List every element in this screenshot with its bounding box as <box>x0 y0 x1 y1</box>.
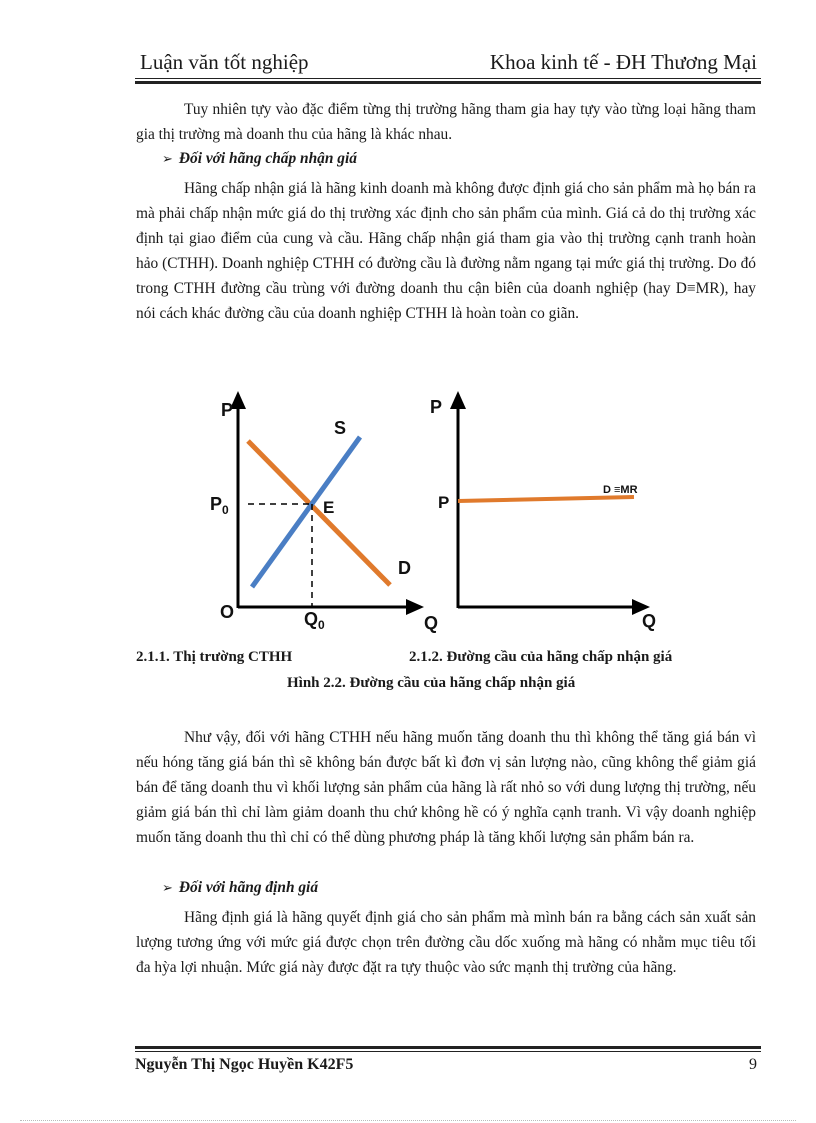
right-p-axis-label: P <box>430 397 443 417</box>
bullet-price-maker-label: Đối với hãng định giá <box>178 879 319 896</box>
bullet-price-maker <box>162 879 318 897</box>
paragraph-price-maker: Hãng định giá là hãng quyết định giá cho sản phẩm mà mình bán ra bằng cách sản xuất sản lượng tương ứng với mức giá được chọn trên đường cầu dốc xuống mà hãng có nhằm mục tiêu tối đa hỳa lợi nhuận. Mức giá này được đặt ra tựy thuộc vào sức mạnh thị trường của hãng. <box>136 909 756 976</box>
caption-left: 2.1.1. Thị trường CTHH <box>136 649 293 665</box>
chart-left-market <box>210 391 438 633</box>
footer-author: Nguyễn Thị Ngọc Huyền K42F5 <box>135 1056 354 1073</box>
header-left-title: Luận văn tốt nghiệp <box>140 50 309 74</box>
page-edge-divider <box>20 1120 796 1121</box>
footer-rule-thick <box>135 1046 761 1049</box>
chart-right-firm <box>430 391 656 631</box>
footer-rule-thin <box>135 1051 761 1052</box>
page-header <box>135 50 757 80</box>
right-q-axis-label: Q <box>642 611 657 631</box>
origin-label: O <box>220 602 235 622</box>
supply-label: S <box>334 418 347 438</box>
equilibrium-label: E <box>323 498 335 517</box>
header-rule-thin <box>135 78 761 79</box>
header-rule-thick <box>135 81 761 84</box>
paragraph-conclusion: Như vậy, đối với hãng CTHH nếu hãng muốn tăng doanh thu thì không thể tăng giá bán vì nếu hóng tăng giá bán thì sẽ không bán được bất kì đơn vị sản lượng nào, cũng không thể giảm giá bán để tăng doanh thu vì khối lượng sản phẩm của hãng là rất nhỏ so với dung lượng thị trường, nếu giảm giá bán thì chỉ làm giảm doanh thu chứ không hề có ý nghĩa cạnh tranh. Vì vậy doanh nghiệp muốn tăng doanh thu thì chỉ có thể dùng phương pháp là tăng khối lượng sản phẩm bán ra. <box>136 729 756 846</box>
left-q-axis-label: Q <box>424 613 439 633</box>
header-right-title: Khoa kinh tế - ĐH Thương Mại <box>489 50 757 74</box>
demand-mr-label: D ≡MR <box>603 484 638 496</box>
bullet-price-taker <box>162 150 357 168</box>
right-p-axis-arrow-icon <box>450 391 466 409</box>
arrow-bullet-icon: ➢ <box>162 880 173 895</box>
p0-label: $P_0$ <box>210 494 229 517</box>
price-level-label: P <box>438 493 450 512</box>
caption-right: 2.1.2. Đường cầu của hãng chấp nhận giá <box>409 649 673 665</box>
q0-label: $Q_0$ <box>304 609 325 632</box>
bullet-price-taker-label: Đối với hãng chấp nhận giá <box>178 150 357 167</box>
demand-label: D <box>398 558 411 578</box>
arrow-bullet-icon: ➢ <box>162 151 173 166</box>
left-q-axis-arrow-icon <box>406 599 424 615</box>
figure-caption: Hình 2.2. Đường cầu của hãng chấp nhận giá <box>287 675 576 691</box>
demand-mr-curve <box>458 497 634 501</box>
left-p-axis-label: P <box>221 400 234 420</box>
page-number: 9 <box>749 1056 757 1073</box>
paragraph-intro: Tuy nhiên tựy vào đặc điểm từng thị trường hãng tham gia hay tựy vào từng loại hãng tham gia thị trường mà doanh thu của hãng là khác nhau. <box>136 101 756 143</box>
paragraph-price-taker: Hãng chấp nhận giá là hãng kinh doanh mà không được định giá cho sản phẩm mà họ bán ra mà phải chấp nhận mức giá do thị trường xác định cho sản phẩm của mình. Giá cả do thị trường xác định tại giao điểm của cung và cầu. Hãng chấp nhận giá tham gia vào thị trường cạnh tranh hoàn hảo (CTHH). Doanh nghiệp CTHH có đường cầu là đường nằm ngang tại mức giá thị trường. Do đó trong CTHH đường cầu trùng với đường doanh thu cận biên của doanh nghiệp (hay D≡MR), hay nói cách khác đường cầu của doanh nghiệp CTHH là hoàn toàn co giãn. <box>136 180 756 322</box>
figure-demand-curves <box>200 385 680 635</box>
